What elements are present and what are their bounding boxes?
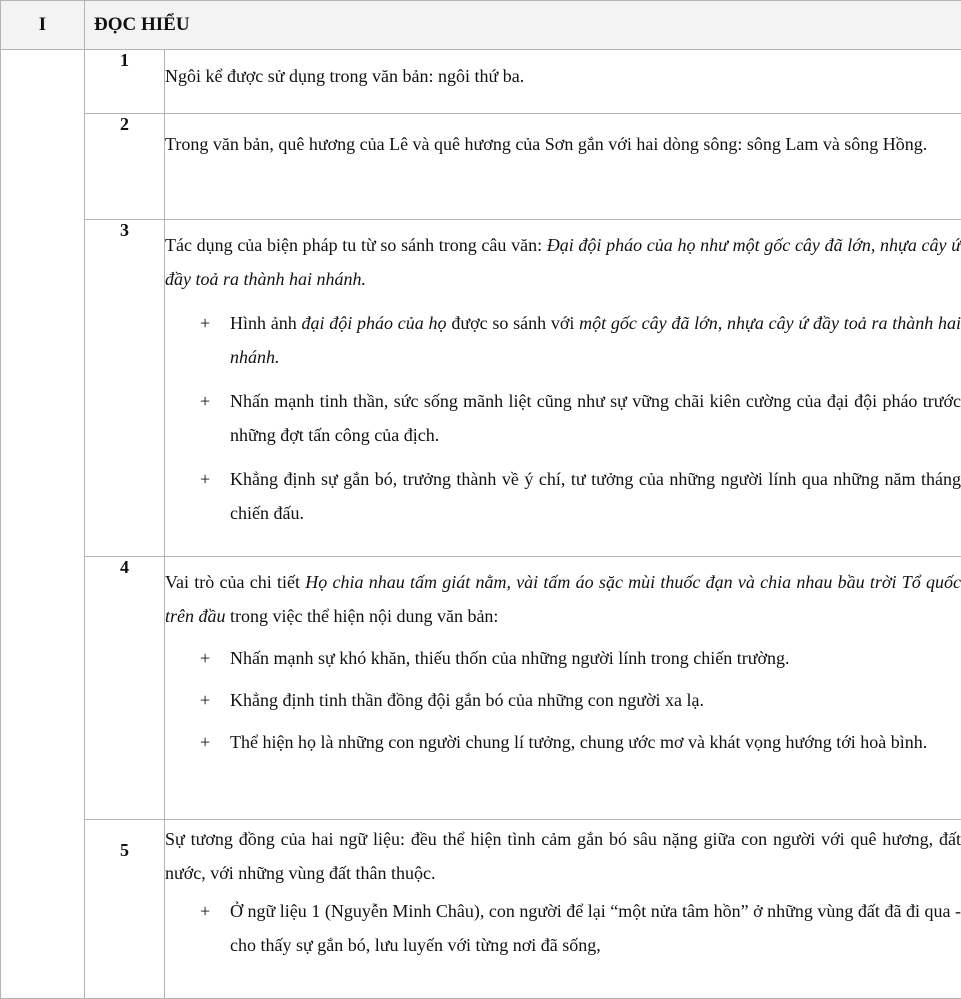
quoted-detail: Họ chia nhau tấm giát nằm, vài tấm áo sặc mùi thuốc đạn và chia nhau bầu trời Tổ quốc trên đầu [165,572,961,626]
plus-bullet-icon: + [165,384,230,452]
left-blank-column [1,50,85,999]
section-number: I [1,1,85,50]
bullet-item: + Ở ngữ liệu 1 (Nguyễn Minh Châu), con người để lại “một nửa tâm hồn” ở những vùng đất đã đi qua - cho thấy sự gắn bó, lưu luyến với từng nơi đã sống, [165,894,961,962]
plus-bullet-icon: + [165,462,230,530]
section-header-row [1,1,961,50]
bullet-item: + Khẳng định sự gắn bó, trưởng thành về ý chí, tư tưởng của những người lính qua những năm tháng chiến đấu. [165,462,961,530]
question-row-4 [1,557,961,820]
bullet-item: + Hình ảnh đại đội pháo của họ được so sánh với một gốc cây đã lớn, nhựa cây ứ đầy toả ra thành hai nhánh. [165,306,961,374]
answer-intro: Vai trò của chi tiết Họ chia nhau tấm giát nằm, vài tấm áo sặc mùi thuốc đạn và chia nhau bầu trời Tổ quốc trên đầu trong việc thể hiện nội dung văn bản: [165,565,961,633]
question-row-2 [1,114,961,220]
answer-text [165,820,961,999]
answer-paragraph: Trong văn bản, quê hương của Lê và quê hương của Sơn gắn với hai dòng sông: sông Lam và sông Hồng. [165,127,961,161]
answer-intro: Sự tương đồng của hai ngữ liệu: đều thể hiện tình cảm gắn bó sâu nặng giữa con người với quê hương, đất nước, với những vùng đất thân thuộc. [165,822,961,890]
answer-paragraph: Ngôi kể được sử dụng trong văn bản: ngôi thứ ba. [165,59,961,93]
question-row-5 [1,820,961,999]
answer-text [165,50,961,114]
bullet-item: + Khẳng định tinh thần đồng đội gắn bó của những con người xa lạ. [165,683,961,717]
bullet-item: + Nhấn mạnh tinh thần, sức sống mãnh liệt cũng như sự vững chãi kiên cường của đại đội pháo trước những đợt tấn công của địch. [165,384,961,452]
question-number: 3 [85,220,165,557]
question-number: 4 [85,557,165,820]
answer-text [165,557,961,820]
answer-text [165,220,961,557]
question-row-3 [1,220,961,557]
plus-bullet-icon: + [165,894,230,962]
section-title: ĐỌC HIỂU [85,1,961,50]
plus-bullet-icon: + [165,725,230,759]
bullet-item: + Nhấn mạnh sự khó khăn, thiếu thốn của những người lính trong chiến trường. [165,641,961,675]
plus-bullet-icon: + [165,306,230,374]
quoted-sentence: Đại đội pháo của họ như một gốc cây đã lớn, nhựa cây ứ đầy toả ra thành hai nhánh. [165,235,961,289]
plus-bullet-icon: + [165,641,230,675]
bullet-item: + Thể hiện họ là những con người chung lí tưởng, chung ước mơ và khát vọng hướng tới hoà bình. [165,725,961,759]
question-number: 5 [85,820,165,999]
answer-text [165,114,961,220]
question-number: 2 [85,114,165,220]
answer-intro: Tác dụng của biện pháp tu từ so sánh trong câu văn: Đại đội pháo của họ như một gốc cây đã lớn, nhựa cây ứ đầy toả ra thành hai nhánh. [165,228,961,296]
plus-bullet-icon: + [165,683,230,717]
question-number: 1 [85,50,165,114]
question-row-1 [1,50,961,114]
